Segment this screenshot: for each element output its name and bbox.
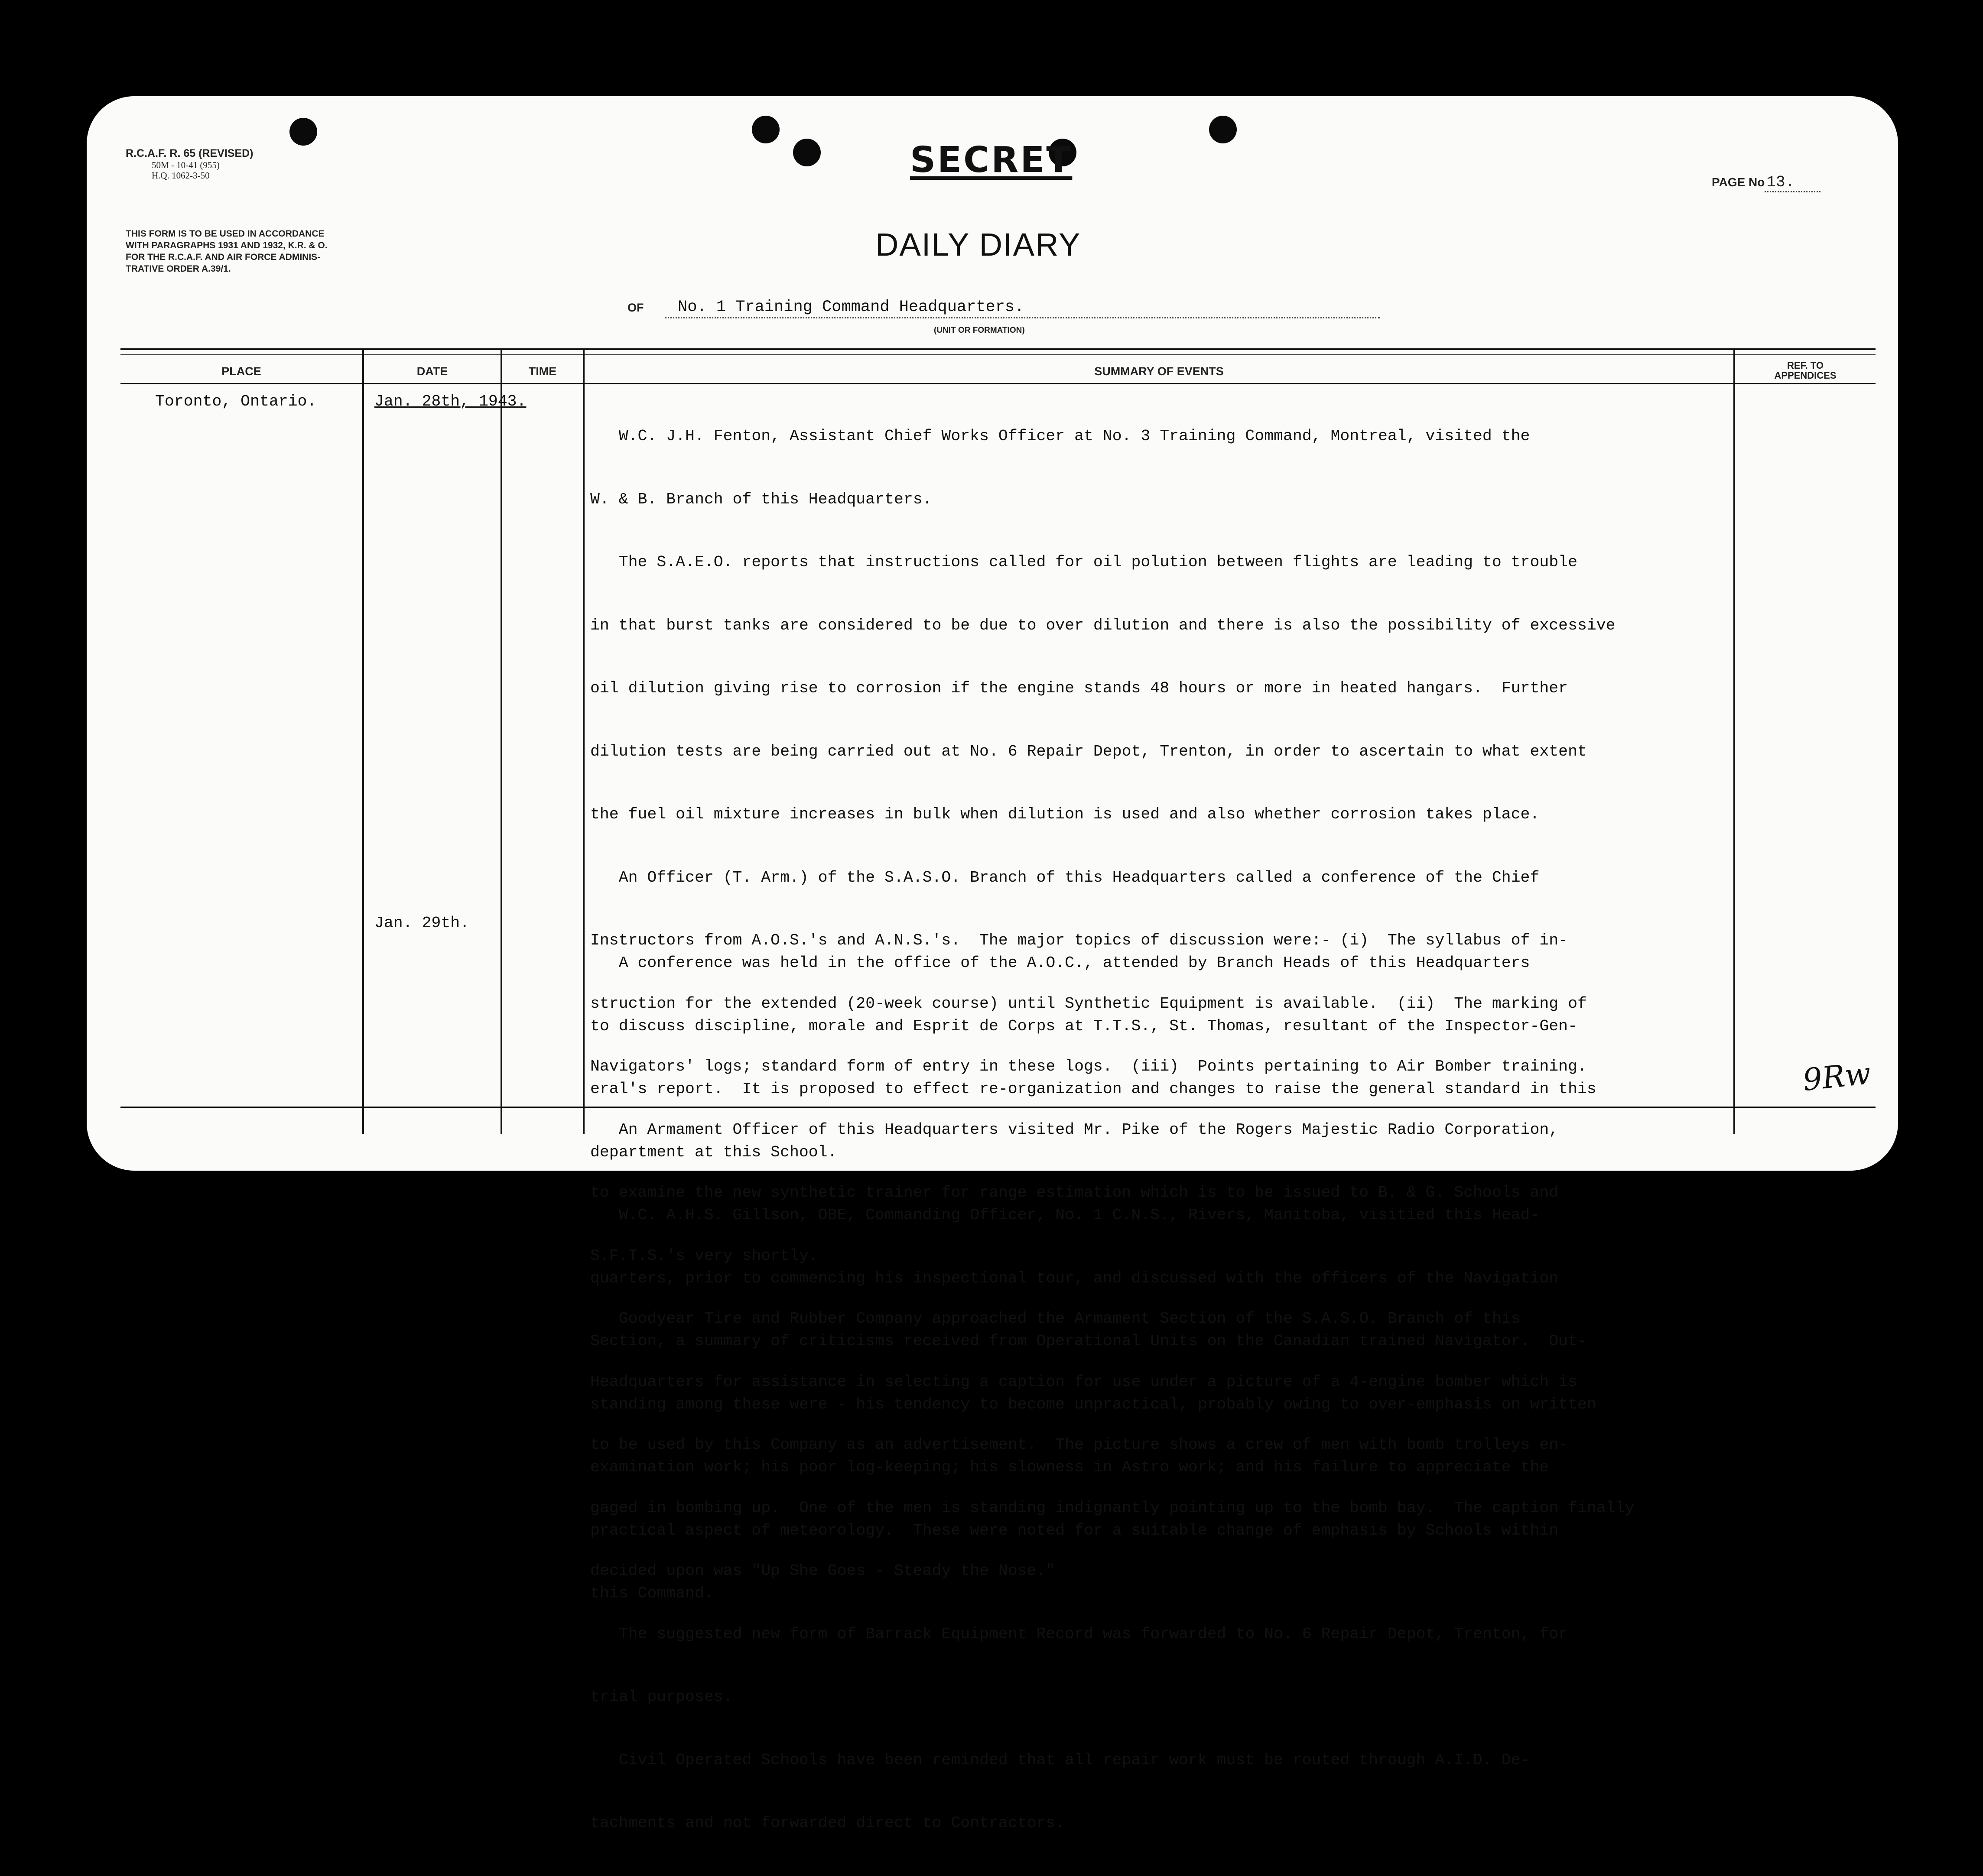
instruction-line: WITH PARAGRAPHS 1931 AND 1932, K.R. & O. <box>126 240 328 250</box>
page-number-field <box>1712 173 1820 191</box>
punch-hole <box>793 139 821 166</box>
unit-caption: (UNIT OR FORMATION) <box>934 326 1025 335</box>
summary-line: department at this School. <box>590 1143 837 1161</box>
print-run: 50M - 10-41 (955) <box>152 159 220 170</box>
summary-line: S.F.T.S.'s very shortly. <box>590 1246 818 1265</box>
summary-line: standing among these were - his tendency to become unpractical, probably owing to over-emphasis on written <box>590 1395 1596 1413</box>
summary-line: to examine the new synthetic trainer for range estimation which is to be issued to B. & G. Schools and <box>590 1184 1559 1201</box>
summary-line: An Officer (T. Arm.) of the S.A.S.O. Branch of this Headquarters called a conference of the Chief <box>590 868 1540 886</box>
table-top-rule-thin <box>120 354 1876 355</box>
summary-line: Section, a summary of criticisms received from Operational Units on the Canadian trained Navigator. Out- <box>590 1332 1587 1350</box>
summary-line: Goodyear Tire and Rubber Company approached the Armament Section of the S.A.S.O. Branch of this <box>590 1310 1521 1327</box>
entry-date: Jan. 28th, 1943. <box>374 393 527 410</box>
instruction-line: FOR THE R.C.A.F. AND AIR FORCE ADMINIS- <box>126 252 321 262</box>
summary-line: examination work; his poor log-keeping; his slowness in Astro work; and his failure to appreciate the <box>590 1458 1549 1476</box>
summary-line: Instructors from A.O.S.'s and A.N.S.'s. The major topics of discussion were:- (i) The syllabus of in- <box>590 932 1568 949</box>
column-divider <box>362 350 364 1134</box>
summary-line: quarters, prior to commencing his inspectional tour, and discussed with the officers of the Navigation <box>590 1269 1559 1287</box>
summary-line: W.C. J.H. Fenton, Assistant Chief Works Officer at No. 3 Training Command, Montreal, visited the <box>590 427 1530 445</box>
form-number: R.C.A.F. R. 65 (REVISED) <box>126 147 254 159</box>
summary-line: The suggested new form of Barrack Equipment Record was forwarded to No. 6 Repair Depot, Trenton, for <box>590 1625 1568 1643</box>
column-header-place: PLACE <box>221 365 261 378</box>
column-header-date: DATE <box>416 365 448 378</box>
unit-prefix: OF <box>627 301 644 314</box>
summary-entry <box>590 911 1596 1636</box>
form-instructions <box>126 228 481 275</box>
summary-line: to discuss discipline, morale and Esprit de Corps at T.T.S., St. Thomas, resultant of the Inspector-Gen- <box>590 1017 1577 1035</box>
summary-line: Civil Operated Schools have been reminded that all repair work must be routed through A.I.D. De- <box>590 1751 1530 1769</box>
summary-line: W.C. A.H.S. Gillson, OBE, Commanding Officer, No. 1 C.N.S., Rivers, Manitoba, visitied this Head- <box>590 1206 1540 1224</box>
column-header-summary: SUMMARY OF EVENTS <box>1094 365 1224 378</box>
form-identification <box>126 147 254 181</box>
page-number-value: 13. <box>1765 173 1820 192</box>
summary-line: struction for the extended (20-week course) until Synthetic Equipment is available. (ii) The marking of <box>590 994 1587 1013</box>
unit-name: No. 1 Training Command Headquarters. <box>665 298 1380 318</box>
summary-line: this Command. <box>590 1584 714 1602</box>
summary-line: W. & B. Branch of this Headquarters. <box>590 490 932 508</box>
punch-hole <box>289 118 317 146</box>
instruction-line: THIS FORM IS TO BE USED IN ACCORDANCE <box>126 229 325 239</box>
instruction-line: TRATIVE ORDER A.39/1. <box>126 263 231 274</box>
handwritten-initials: 9Rw <box>1801 1055 1873 1098</box>
diary-form-card <box>87 96 1898 1832</box>
entry-place: Toronto, Ontario. <box>155 393 317 410</box>
summary-line: in that burst tanks are considered to be due to over dilution and there is also the possibility of excessive <box>590 616 1616 634</box>
summary-line: the fuel oil mixture increases in bulk when dilution is used and also whether corrosion takes place. <box>590 805 1540 823</box>
column-header-ref <box>1735 360 1876 380</box>
column-divider <box>1733 350 1735 1134</box>
punch-hole <box>752 116 780 143</box>
form-title: DAILY DIARY <box>875 227 1081 263</box>
punch-hole <box>1209 116 1237 143</box>
security-marking: SECRET <box>910 140 1073 181</box>
summary-line: gaged in bombing up. One of the men is standing indignantly pointing up to the bomb bay. The caption finally <box>590 1499 1635 1517</box>
summary-line: eral's report. It is proposed to effect re-organization and changes to raise the general standard in this <box>590 1080 1596 1098</box>
hq-reference: H.Q. 1062-3-50 <box>152 170 210 181</box>
column-divider <box>583 350 585 1134</box>
summary-line: oil dilution giving rise to corrosion if the engine stands 48 hours or more in heated hangars. Further <box>590 679 1568 697</box>
entry-date: Jan. 29th. <box>374 914 470 932</box>
summary-line: trial purposes. <box>590 1688 733 1706</box>
summary-line: The S.A.E.O. reports that instructions called for oil polution between flights are leading to trouble <box>590 553 1577 571</box>
summary-line: tachments and not forwarded direct to Contractors. <box>590 1814 1065 1832</box>
ref-header-line: REF. TO <box>1787 360 1824 371</box>
summary-line: dilution tests are being carried out at No. 6 Repair Depot, Trenton, in order to ascertain to what extent <box>590 742 1587 760</box>
column-divider <box>501 350 502 1134</box>
page-number-label: PAGE No <box>1712 175 1765 189</box>
summary-line: A conference was held in the office of the A.O.C., attended by Branch Heads of this Headquarters <box>590 954 1530 972</box>
summary-line: An Armament Officer of this Headquarters visited Mr. Pike of the Rogers Majestic Radio Corporation, <box>590 1120 1559 1139</box>
summary-line: Headquarters for assistance in selecting a caption for use under a picture of a 4-engine bomber which is <box>590 1373 1577 1391</box>
summary-line: to be used by this Company as an advertisement. The picture shows a crew of men with bomb trolleys en- <box>590 1436 1568 1454</box>
column-header-time: TIME <box>528 365 557 378</box>
summary-line: practical aspect of meteorology. These were noted for a suitable change of emphasis by Schools within <box>590 1521 1559 1539</box>
ref-header-line: APPENDICES <box>1774 370 1837 381</box>
table-top-rule <box>120 348 1876 350</box>
summary-line: decided upon was "Up She Goes - Steady the Nose." <box>590 1562 1056 1580</box>
summary-line: Navigators' logs; standard form of entry in these logs. (iii) Points pertaining to Air Bomber training. <box>590 1058 1587 1075</box>
